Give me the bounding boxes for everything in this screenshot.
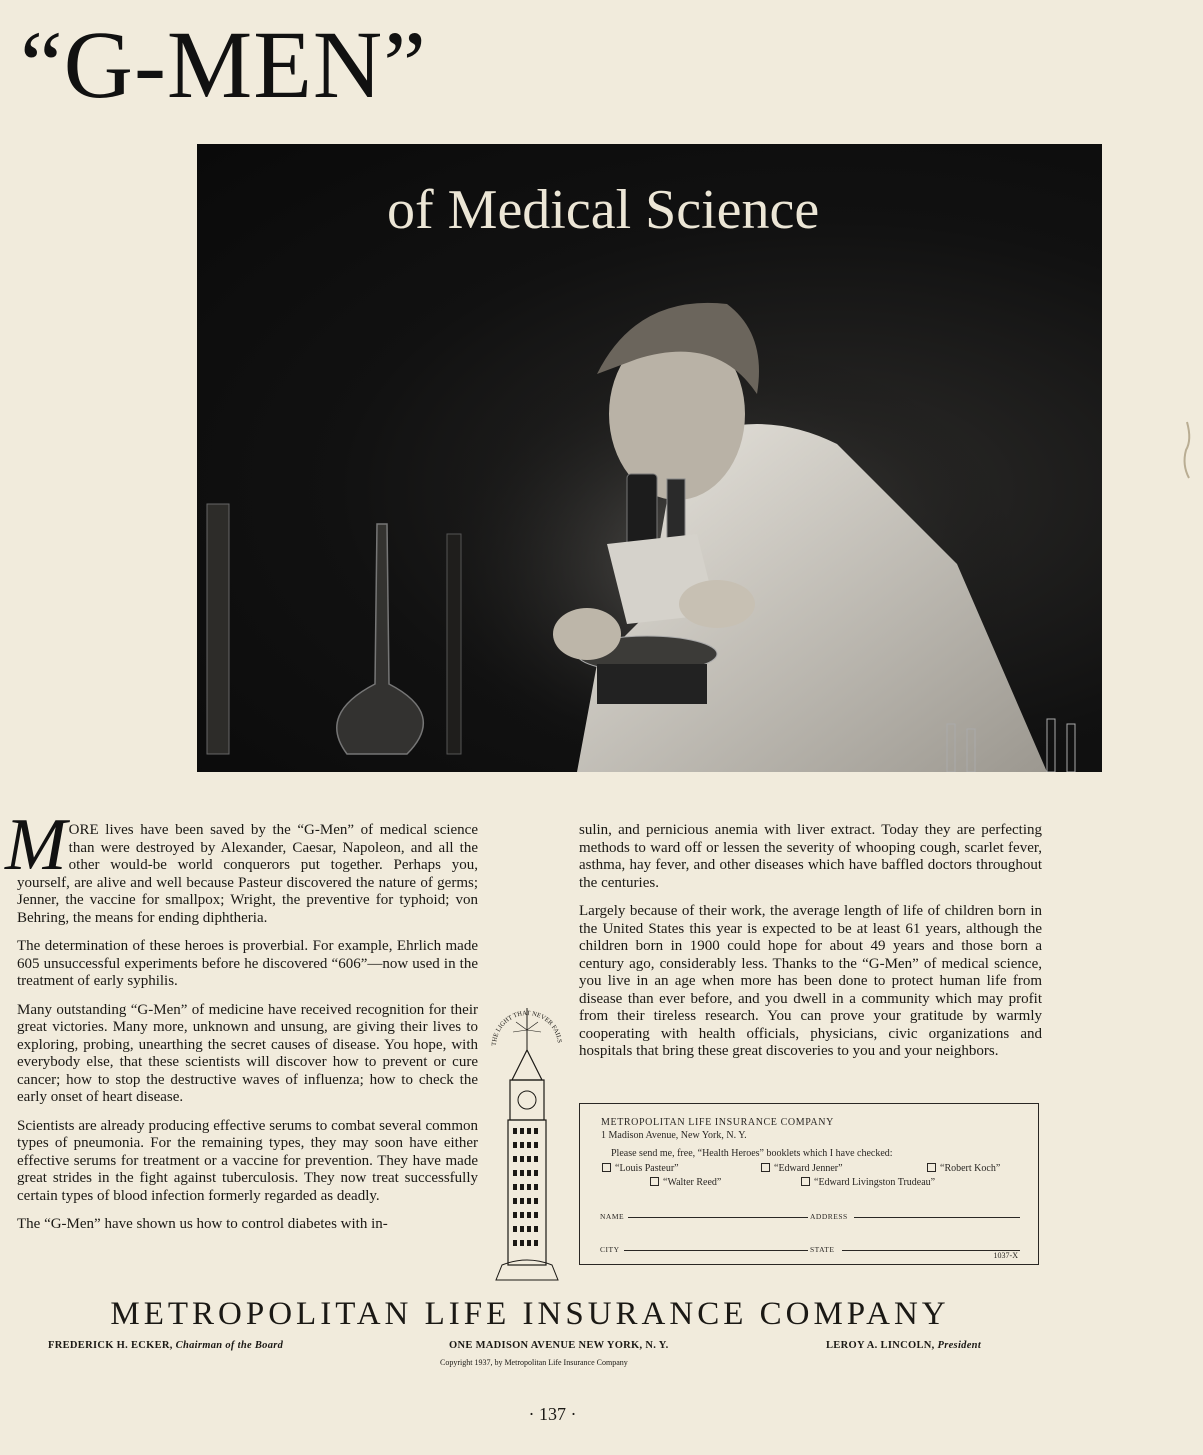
- article-paragraph: The “G-Men” have shown us how to control diabetes with in-: [17, 1216, 388, 1232]
- tower-motto: THE LIGHT THAT NEVER FAILS: [490, 1009, 563, 1047]
- name-field[interactable]: [628, 1217, 808, 1218]
- state-label: STATE: [810, 1245, 835, 1254]
- company-address: ONE MADISON AVENUE NEW YORK, N. Y.: [449, 1340, 669, 1351]
- checkbox-edward-jenner[interactable]: “Edward Jenner”: [761, 1162, 843, 1175]
- article-paragraph: The determination of these heroes is proverbial. For example, Ehrlich made 605 unsuccessful experiments before he discovered “606”—now used in the treatment of early syphilis.: [17, 938, 478, 989]
- scientist-photo: [197, 144, 1102, 772]
- checkbox-robert-koch[interactable]: “Robert Koch”: [927, 1162, 1000, 1175]
- article-paragraph: MORE lives have been saved by the “G-Men” of medical science than were destroyed by Alexander, Caesar, Napoleon, and all the other would-be world conquerors put together. Perhaps you, yourself, are alive and well because Pasteur discovered the nature of germs; Jenner, the vaccine for smallpox; Wright, the preventive for typhoid; von Behring, the means for ending diphtheria.: [5, 804, 478, 926]
- copyright-notice: Copyright 1937, by Metropolitan Life Insurance Company: [440, 1358, 628, 1367]
- coupon-request-text: Please send me, free, “Health Heroes” booklets which I have checked:: [611, 1148, 893, 1159]
- checkbox-icon[interactable]: [602, 1163, 611, 1172]
- article-paragraph: Scientists are already producing effective serums to combat several common types of pneumonia. For the remaining types, they may soon have either effective serums for treatment or a vaccine for prevention. They have made great strides in the fight against tuberculosis. They now treat successfully certain types of blood infection formerly regarded as deadly.: [17, 1117, 478, 1204]
- checkbox-louis-pasteur[interactable]: “Louis Pasteur”: [602, 1162, 679, 1175]
- city-label: CITY: [600, 1245, 620, 1254]
- chairman-credit: FREDERICK H. ECKER, Chairman of the Board: [48, 1340, 284, 1351]
- address-label: ADDRESS: [810, 1212, 848, 1221]
- article-paragraph: Many outstanding “G-Men” of medicine have received recognition for their great victories. Many more, unknown and unsung, are giving their lives to exploring, probing, unearthing the secret causes of disease. You hope, with everybody else, that these scientists will discover how to prevent or cure cancer; how to stop the destructive waves of influenza; how to check the early onset of heart disease.: [17, 1001, 478, 1105]
- checkbox-icon[interactable]: [761, 1163, 770, 1172]
- headline: “G-MEN”: [20, 11, 427, 118]
- article-paragraph: Largely because of their work, the average length of life of children born in the United States this year is expected to be at least 61 years, although the children born in 1900 could hope for about 49 years and those born a century ago, considerably less. Thanks to the “G-Men” of medical science, you live in an age when more has been done to protect human life from disease than ever before, and you dwell in a community which may profit from their tireless research. You can prove your gratitude by warmly cooperating with health officials, physicians, civic organizations and hospitals that bring these great discoveries to you and your neighbors.: [579, 903, 1042, 1059]
- president-credit: LEROY A. LINCOLN, President: [826, 1340, 982, 1351]
- checkbox-icon[interactable]: [927, 1163, 936, 1172]
- checkbox-walter-reed[interactable]: “Walter Reed”: [650, 1176, 721, 1189]
- city-field[interactable]: [624, 1250, 808, 1251]
- article-paragraph: sulin, and pernicious anemia with liver extract. Today they are perfecting methods to ward off or lessen the severity of whooping cough, scarlet fever, asthma, hay fever, and other diseases which have baffled doctors throughout the centuries.: [579, 822, 1042, 891]
- coupon-code: 1037-X: [993, 1251, 1018, 1260]
- paper-stain: [1180, 420, 1194, 480]
- company-name: METROPOLITAN LIFE INSURANCE COMPANY: [110, 1296, 950, 1332]
- article-right-column: [579, 822, 1042, 1072]
- address-field[interactable]: [854, 1217, 1020, 1218]
- checkbox-edward-livingston-trudeau[interactable]: “Edward Livingston Trudeau”: [801, 1176, 935, 1189]
- checkbox-icon[interactable]: [801, 1177, 810, 1186]
- checkbox-icon[interactable]: [650, 1177, 659, 1186]
- page-number: · 137 ·: [528, 1404, 577, 1424]
- coupon-address: 1 Madison Avenue, New York, N. Y.: [601, 1130, 747, 1141]
- article-left-column: [5, 804, 478, 1245]
- drop-cap: M: [5, 804, 67, 886]
- name-label: NAME: [600, 1212, 625, 1221]
- metropolitan-tower-logo: [488, 1000, 566, 1285]
- booklet-order-coupon: [579, 1103, 1039, 1265]
- coupon-company: METROPOLITAN LIFE INSURANCE COMPANY: [601, 1117, 834, 1128]
- photo-caption: of Medical Science: [387, 179, 820, 241]
